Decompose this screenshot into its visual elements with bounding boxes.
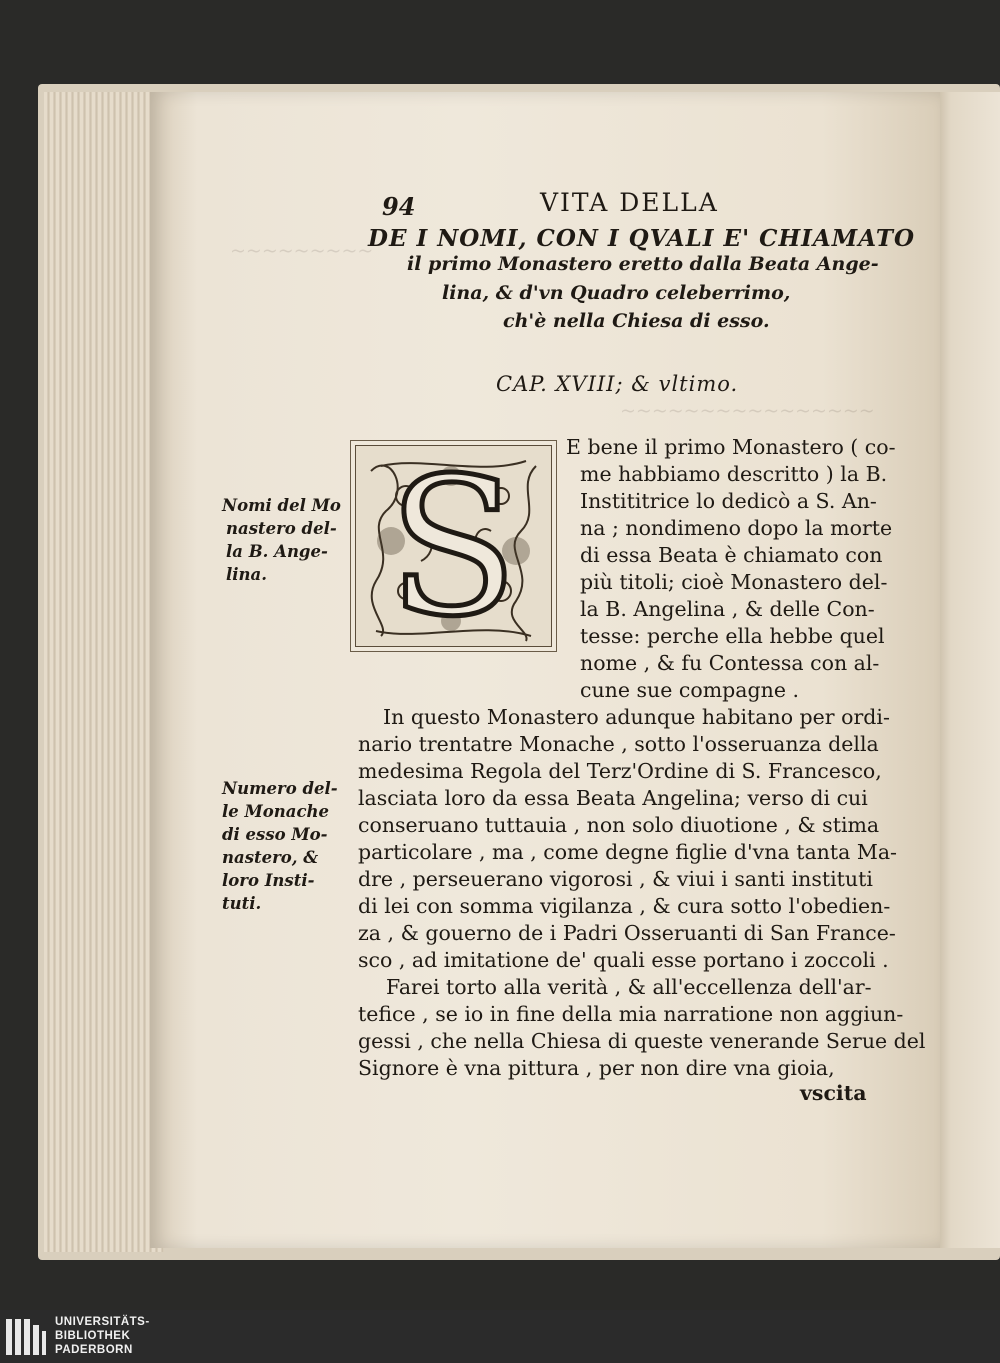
- library-logo-line: PADERBORN: [55, 1344, 133, 1356]
- library-logo-icon: [4, 1315, 48, 1359]
- text-line: E bene il primo Monastero ( co-: [566, 435, 896, 459]
- text-line: me habbiamo descritto ) la B.: [580, 462, 888, 486]
- text-line: tefice , se io in fine della mia narratione non aggiun-: [358, 1002, 904, 1026]
- drop-cap-letter: S: [387, 441, 519, 651]
- text-line: na ; nondimeno dopo la morte: [580, 516, 893, 540]
- text-line: conseruano tuttauia , non solo diuotione , & stima: [358, 813, 880, 837]
- text-line: particolare , ma , come degne figlie d'vna tanta Ma-: [358, 840, 897, 864]
- chapter-title-line-4: ch'è nella Chiesa di esso.: [503, 310, 770, 332]
- margin-note-line: lina.: [226, 565, 267, 584]
- text-line: più titoli; cioè Monastero del-: [580, 570, 888, 594]
- library-logo-line: BIBLIOTHEK: [55, 1330, 131, 1342]
- running-head: VITA DELLA: [540, 188, 719, 217]
- page-number: 94: [382, 192, 416, 221]
- text-line: dre , perseuerano vigorosi , & viui i santi instituti: [358, 867, 873, 891]
- decorated-initial: [350, 440, 557, 652]
- chapter-title-line-2: il primo Monastero eretto dalla Beata Ange-: [407, 253, 879, 275]
- margin-note-line: nastero, &: [222, 848, 319, 867]
- text-line: la B. Angelina , & delle Con-: [580, 597, 875, 621]
- text-line: sco , ad imitatione de' quali esse portano i zoccoli .: [358, 948, 889, 972]
- text-line: nome , & fu Contessa con al-: [580, 651, 880, 675]
- text-line: di essa Beata è chiamato con: [580, 543, 883, 567]
- text-line: gessi , che nella Chiesa di queste venerande Serue del: [358, 1029, 926, 1053]
- text-line: Instititrice lo dedicò a S. An-: [580, 489, 877, 513]
- text-line: In questo Monastero adunque habitano per ordi-: [383, 705, 890, 729]
- chapter-heading: CAP. XVIII; & vltimo.: [496, 372, 739, 396]
- footer-bar: [0, 1310, 1000, 1363]
- chapter-title-line-1: DE I NOMI, CON I QVALI E' CHIAMATO: [368, 225, 915, 252]
- text-line: di lei con somma vigilanza , & cura sotto l'obedien-: [358, 894, 891, 918]
- chapter-title-line-3: lina, & d'vn Quadro celeberrimo,: [442, 282, 791, 304]
- margin-note-line: loro Insti-: [222, 871, 315, 890]
- text-line: nario trentatre Monache , sotto l'osseruanza della: [358, 732, 879, 756]
- margin-note-line: Numero del-: [222, 779, 338, 798]
- margin-note-line: di esso Mo-: [222, 825, 328, 844]
- margin-note-line: tuti.: [222, 894, 262, 913]
- margin-note-line: Nomi del Mo: [222, 496, 341, 515]
- text-line: cune sue compagne .: [580, 678, 800, 702]
- margin-note-line: la B. Ange-: [226, 542, 328, 561]
- bleed-through: ~~~~~~~~~~~~~~~~: [620, 400, 875, 422]
- text-line: za , & gouerno de i Padri Osseruanti di San France-: [358, 921, 896, 945]
- margin-note-line: nastero del-: [226, 519, 337, 538]
- library-logo-line: UNIVERSITÄTS-: [55, 1316, 150, 1328]
- text-line: medesima Regola del Terz'Ordine di S. Francesco,: [358, 759, 882, 783]
- text-line: tesse: perche ella hebbe quel: [580, 624, 885, 648]
- bleed-through: ~~~~~~~~~: [230, 240, 374, 262]
- text-line: Farei torto alla verità , & all'eccellenza dell'ar-: [386, 975, 872, 999]
- page-edges: [44, 92, 164, 1252]
- catchword: vscita: [800, 1081, 867, 1105]
- text-line: lasciata loro da essa Beata Angelina; verso di cui: [358, 786, 868, 810]
- margin-note-line: le Monache: [222, 802, 330, 821]
- text-line: Signore è vna pittura , per non dire vna gioia,: [358, 1056, 835, 1080]
- facing-page-edge: [930, 92, 1000, 1248]
